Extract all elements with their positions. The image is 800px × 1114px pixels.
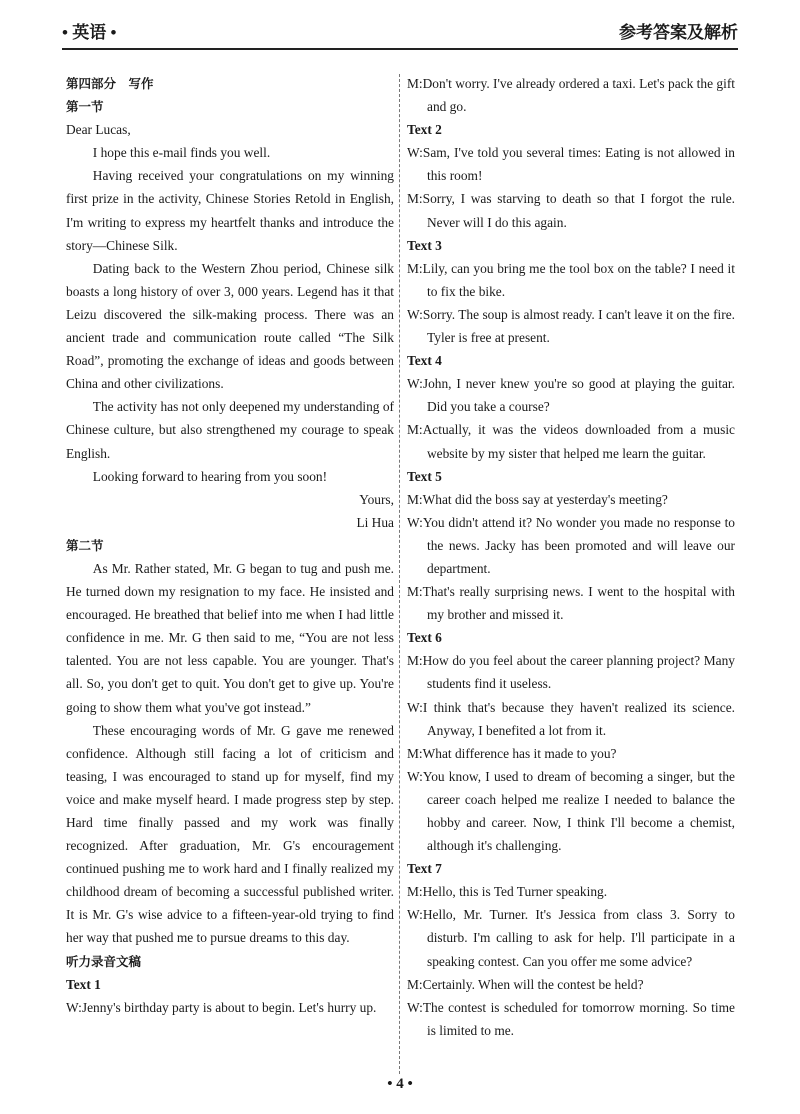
dialogue-line (407, 696, 735, 742)
dialogue-line (407, 72, 735, 118)
text-title: Text 6 (407, 630, 442, 646)
section2-paragraph: As Mr. Rather stated, Mr. G began to tug and push me. He turned down my resignation to my face. He insisted and encouraged. He breathed that belief into me when I had little confidence in me. Mr. G then said to me, “You are not less talented. You are not less capable. You are younger. That's all. So, you don't get to quit. You don't get to give up. You're going to show them what you've got instead.” (66, 560, 394, 715)
speaker-label: M: (407, 976, 423, 992)
text-title: Text 3 (407, 237, 442, 253)
letter-greeting: Dear Lucas, (66, 122, 131, 138)
speaker-label: W: (407, 768, 423, 784)
dialogue-line (407, 187, 735, 233)
letter-paragraph: Looking forward to hearing from you soon! (92, 468, 328, 484)
dialogue-line (407, 973, 735, 996)
speaker-label: M: (407, 584, 423, 600)
dialogue-line (407, 880, 735, 903)
dialogue-line (407, 580, 735, 626)
dialogue-text: What did the boss say at yesterday's meeting? (422, 491, 668, 507)
dialogue-line (407, 418, 735, 464)
header-rule (62, 48, 738, 50)
letter-paragraph: I hope this e-mail finds you well. (92, 145, 271, 161)
dialogue-line (407, 511, 735, 580)
speaker-label: M: (407, 191, 423, 207)
letter-paragraph: Dating back to the Western Zhou period, Chinese silk boasts a long history of over 3, 000 years. Legend has it that Leizu discovered the silk-making process. There was an ancient trade and communication route called “The Silk Road”, promoting the exchange of ideas and goods between China and other civilizations. (66, 260, 394, 392)
dialogue-text: Don't worry. I've already ordered a taxi. Let's pack the gift and go. (422, 76, 735, 115)
dialogue-text: That's really surprising news. I went to the hospital with my brother and missed it. (422, 584, 735, 623)
dialogue-text: How do you feel about the career planning project? Many students find it useless. (422, 653, 735, 692)
speaker-label: M: (407, 745, 423, 761)
speaker-label: M: (407, 76, 423, 91)
letter-paragraph: The activity has not only deepened my understanding of Chinese culture, but also strengthened my courage to speak English. (66, 399, 395, 461)
dialogue-text: Lily, can you bring me the tool box on the table? I need it to fix the bike. (422, 260, 735, 299)
dialogue-line (407, 141, 735, 187)
dialogue-text: Actually, it was the videos downloaded from a music website by my sister that helped me learn the guitar. (422, 422, 735, 461)
part4-title: 第四部分 写作 (66, 76, 154, 91)
page-number: • 4 • (387, 1076, 413, 1092)
column-divider (399, 74, 400, 1074)
dialogue-text: You know, I used to dream of becoming a singer, but the career coach helped me realize I needed to balance the hobby and career. Now, I think I'll become a chemist, although it's challenging. (422, 768, 735, 854)
dialogue-text: I think that's because they haven't realized its science. Anyway, I benefited a lot from it. (422, 699, 735, 738)
section-label: 参考答案及解析 (619, 23, 738, 42)
dialogue-text: John, I never knew you're so good at playing the guitar. Did you take a course? (422, 376, 735, 415)
dialogue-line (407, 996, 735, 1042)
dialogue-line (407, 488, 735, 511)
dialogue-text: Sorry, I was starving to death so that I forgot the rule. Never will I do this again. (422, 191, 735, 230)
speaker-label: W: (407, 306, 423, 322)
subject-label: • 英语 • (62, 23, 117, 42)
dialogue-text: Hello, Mr. Turner. It's Jessica from class 3. Sorry to disturb. I'm calling to ask for help. I'll participate in a speaking contest. Can you offer me some advice? (422, 907, 735, 969)
letter-paragraph: Having received your congratulations on my winning first prize in the activity, Chinese Stories Retold in English, I'm writing to express my heartfelt thanks and introduce the story—Chinese Silk. (66, 168, 394, 253)
section2-title: 第二节 (66, 537, 104, 553)
letter-closing: Yours, (359, 491, 394, 507)
text-title: Text 4 (407, 353, 442, 369)
dialogue-text: Certainly. When will the contest be held? (422, 976, 644, 992)
dialogue-text: You didn't attend it? No wonder you made no response to the news. Jacky has been promoted and will leave our department. (422, 514, 735, 576)
dialogue-line (66, 996, 394, 1019)
speaker-label: M: (407, 653, 423, 669)
dialogue-text: Sorry. The soup is almost ready. I can't leave it on the fire. Tyler is free at present. (422, 306, 735, 346)
speaker-label: M: (407, 491, 423, 507)
text-title: Text 1 (66, 976, 101, 992)
dialogue-line (407, 903, 735, 972)
dialogue-line (407, 742, 735, 765)
right-column (407, 72, 735, 1042)
dialogue-text: The contest is scheduled for tomorrow morning. So time is limited to me. (422, 999, 735, 1038)
dialogue-line (407, 257, 735, 303)
dialogue-line (407, 372, 735, 418)
text-title: Text 2 (407, 122, 442, 138)
listening-title: 听力录音文稿 (66, 953, 142, 969)
section1-title: 第一节 (66, 99, 104, 115)
section2-paragraph: These encouraging words of Mr. G gave me renewed confidence. Although still facing a lot of criticism and teasing, I was encouraged to stand up for myself, find my voice and make myself heard. I made progress step by step. Hard time finally passed and my work was finally recognized. After graduation, Mr. G's encouragement continued pushing me to work hard and I finally realized my childhood dream of becoming a successful published writer. It is Mr. G's wise advice to a fifteen-year-old trying to find her way that pushed me to pursue dreams to this day. (66, 722, 394, 946)
speaker-label: W: (407, 699, 423, 715)
speaker-label: W: (407, 907, 423, 923)
speaker-label: W: (407, 376, 423, 392)
page-header (62, 14, 738, 52)
speaker-label: M: (407, 422, 423, 438)
dialogue-text: What difference has it made to you? (422, 745, 617, 761)
dialogue-text: Jenny's birthday party is about to begin. Let's hurry up. (81, 999, 377, 1015)
dialogue-line (407, 303, 735, 349)
speaker-label: W: (407, 145, 423, 161)
text-title: Text 7 (407, 861, 442, 877)
speaker-label: W: (407, 999, 423, 1015)
left-column (66, 72, 394, 1019)
dialogue-line (407, 765, 735, 857)
speaker-label: W: (66, 999, 82, 1015)
letter-signature: Li Hua (356, 514, 394, 530)
dialogue-text: Hello, this is Ted Turner speaking. (422, 884, 608, 900)
dialogue-text: Sam, I've told you several times: Eating is not allowed in this room! (422, 145, 735, 184)
dialogue-line (407, 649, 735, 695)
speaker-label: M: (407, 260, 423, 276)
text-title: Text 5 (407, 468, 442, 484)
speaker-label: W: (407, 514, 423, 530)
speaker-label: M: (407, 884, 423, 900)
